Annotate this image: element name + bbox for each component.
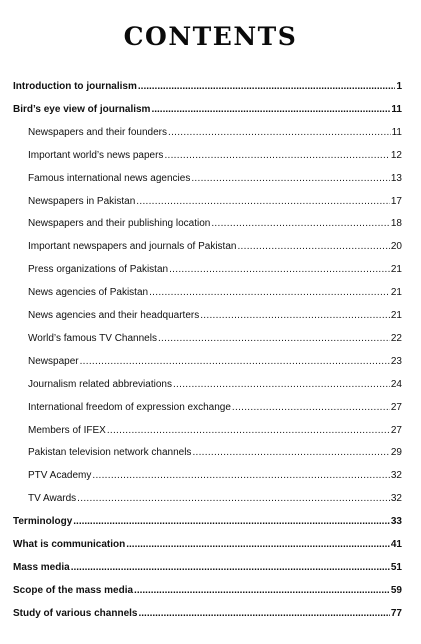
toc-sub-entry	[28, 148, 402, 163]
toc-sub-entry	[28, 423, 402, 438]
toc-page-number: 11	[391, 126, 402, 138]
dot-leader	[173, 377, 390, 392]
dot-leader	[126, 537, 390, 552]
toc-page-number: 24	[390, 378, 402, 390]
page-title: CONTENTS	[123, 22, 298, 51]
dot-leader	[136, 194, 390, 209]
dot-leader	[138, 79, 396, 94]
toc-page-number: 32	[390, 493, 402, 505]
toc-sub-entry	[28, 308, 402, 323]
toc-entry-title: TV Awards	[28, 493, 77, 505]
toc-entry-title: Terminology	[13, 516, 73, 528]
toc-entry-title: Newspapers and their founders	[28, 126, 167, 138]
toc-sub-entry	[28, 377, 402, 392]
toc-sub-entry	[28, 468, 402, 483]
dot-leader	[107, 423, 390, 438]
toc-sub-entry	[28, 445, 402, 460]
toc-main-entry	[13, 606, 402, 621]
dot-leader	[232, 400, 390, 415]
toc-entry-title: Members of IFEX	[28, 424, 106, 436]
dot-leader	[134, 583, 390, 598]
toc-page-number: 21	[390, 264, 402, 276]
toc-entry-title: News agencies of Pakistan	[28, 287, 149, 299]
dot-leader	[191, 171, 390, 186]
dot-leader	[211, 216, 390, 231]
toc-page-number: 18	[390, 218, 402, 230]
dot-leader	[77, 491, 390, 506]
toc-entry-title: International freedom of expression exchange	[28, 401, 231, 413]
dot-leader	[192, 445, 389, 460]
dot-leader	[71, 560, 390, 575]
dot-leader	[80, 354, 390, 369]
toc-entry-title: Study of various channels	[13, 607, 138, 619]
dot-leader	[237, 239, 389, 254]
toc-entry-title: Newspapers and their publishing location	[28, 218, 211, 230]
toc-page-number: 33	[390, 516, 402, 528]
toc-main-entry	[13, 583, 402, 598]
toc-main-entry	[13, 560, 402, 575]
toc-sub-entry	[28, 285, 402, 300]
dot-leader	[169, 262, 390, 277]
toc-entry-title: PTV Academy	[28, 470, 92, 482]
toc-page-number: 59	[390, 584, 402, 596]
toc-entry-title: Scope of the mass media	[13, 584, 134, 596]
toc-sub-entry	[28, 262, 402, 277]
toc-sub-entry	[28, 400, 402, 415]
toc-entry-title: Important newspapers and journals of Pakistan	[28, 241, 237, 253]
toc-page-number: 29	[390, 447, 402, 459]
toc-sub-entry	[28, 171, 402, 186]
toc-sub-entry	[28, 331, 402, 346]
toc-entry-title: Mass media	[13, 561, 70, 573]
toc-entry-title: Pakistan television network channels	[28, 447, 192, 459]
toc-page-number: 21	[390, 287, 402, 299]
toc-page-number: 51	[390, 561, 402, 573]
toc-page-number: 41	[390, 539, 402, 550]
toc-page-number: 32	[390, 470, 402, 482]
toc-entry-title: Bird’s eye view of journalism	[13, 103, 151, 115]
toc-page-number: 13	[390, 172, 402, 184]
toc-sub-entry	[28, 491, 402, 506]
toc-page-number: 12	[390, 149, 402, 161]
dot-leader	[73, 514, 390, 529]
dot-leader	[168, 125, 391, 140]
dot-leader	[138, 606, 389, 621]
toc-entry-title: Important world’s news papers	[28, 149, 164, 161]
toc-entry-title: Introduction to journalism	[13, 81, 137, 92]
toc-main-entry	[13, 537, 402, 552]
toc-page-number: 23	[390, 355, 402, 367]
toc-page-number: 27	[390, 424, 402, 436]
toc-main-entry	[13, 102, 402, 117]
dot-leader	[164, 148, 389, 163]
toc-page-number: 11	[391, 103, 402, 115]
toc-entry-title: Newspaper	[28, 355, 79, 367]
toc-page-number: 77	[390, 607, 402, 619]
toc-entry-title: News agencies and their headquarters	[28, 310, 200, 321]
toc-entry-title: Newspapers in Pakistan	[28, 195, 136, 207]
dot-leader	[92, 468, 390, 483]
toc-main-entry	[13, 514, 402, 529]
toc-entry-title: Press organizations of Pakistan	[28, 264, 169, 276]
toc-sub-entry	[28, 354, 402, 369]
toc-entry-title: World’s famous TV Channels	[28, 332, 157, 344]
toc-page-number: 1	[396, 81, 402, 92]
dot-leader	[158, 331, 390, 346]
dot-leader	[149, 285, 390, 300]
toc-entry-title: Journalism related abbreviations	[28, 378, 172, 390]
toc-sub-entry	[28, 125, 402, 140]
toc-page-number: 17	[390, 195, 402, 207]
dot-leader	[200, 308, 390, 323]
dot-leader	[151, 102, 390, 117]
toc-main-entry	[13, 79, 402, 94]
toc-sub-entry	[28, 239, 402, 254]
toc-sub-entry	[28, 216, 402, 231]
toc-page-number: 22	[390, 332, 402, 344]
toc-sub-entry	[28, 194, 402, 209]
toc-page-number: 27	[390, 401, 402, 413]
toc-entry-title: Famous international news agencies	[28, 172, 191, 184]
toc-entry-title: What is communication	[13, 539, 126, 550]
toc-page-number: 20	[390, 241, 402, 253]
toc-page-number: 21	[390, 310, 402, 321]
